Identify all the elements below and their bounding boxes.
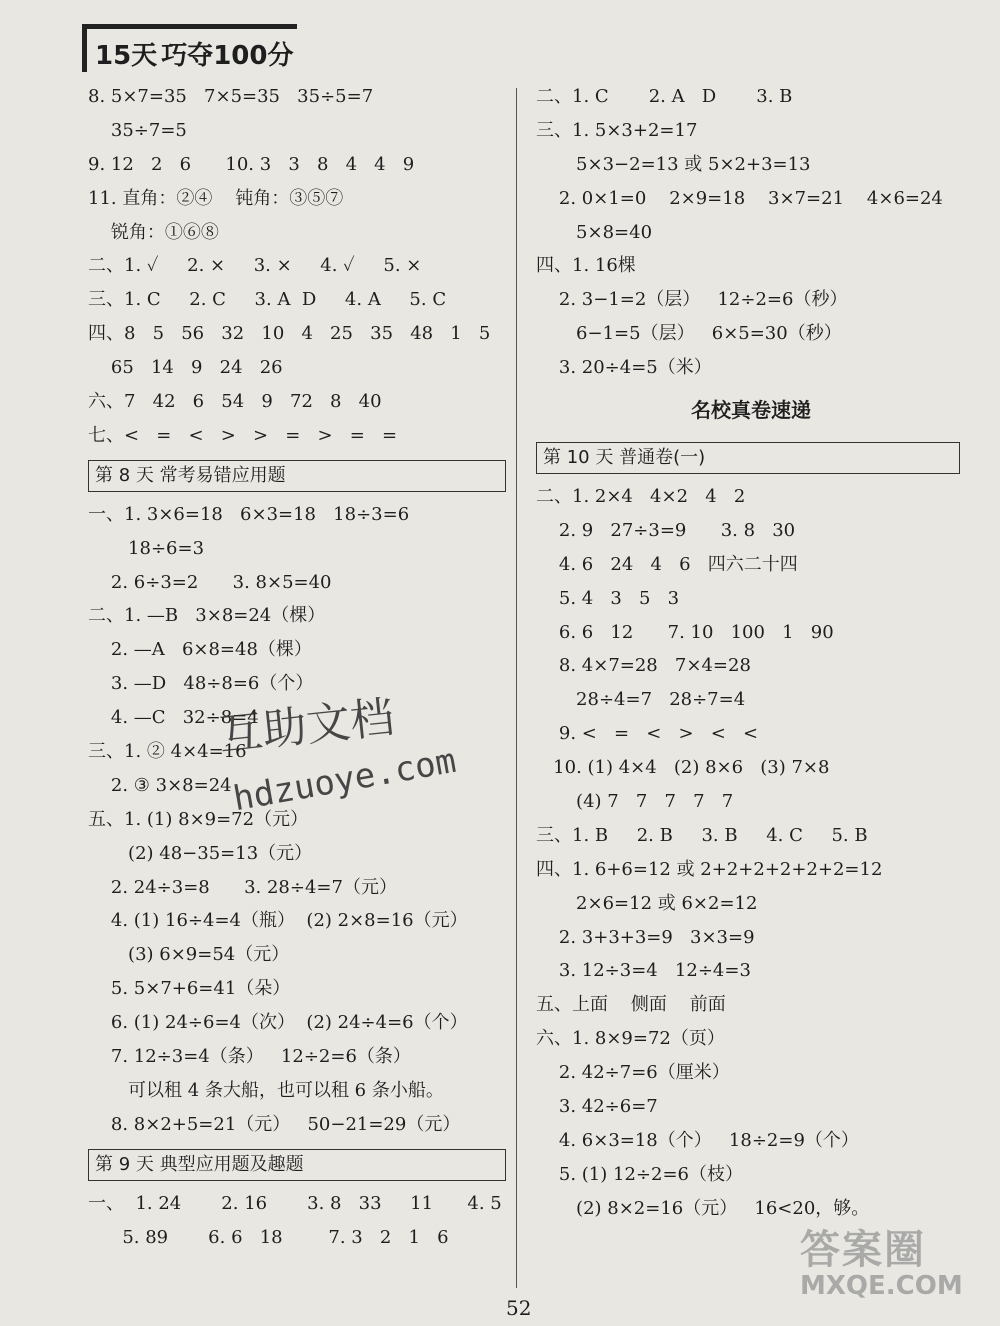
answer-line: 二、1. —B 3×8=24（棵） <box>88 605 326 627</box>
answer-line: 五、1. (1) 8×9=72（元） <box>88 808 309 830</box>
answer-line: 锐角：①⑥⑧ <box>88 221 219 243</box>
answer-line: 六、1. 8×9=72（页） <box>536 1028 725 1050</box>
answer-line: 3. 12÷3=4 12÷4=3 <box>536 960 751 982</box>
answer-line: 2. 6÷3=2 3. 8×5=40 <box>88 571 332 593</box>
answer-line: (2) 48−35=13（元） <box>88 842 313 864</box>
answer-line: 9. < = < > < < <box>536 723 759 745</box>
left-answers-day8 <box>88 498 508 1142</box>
answer-line: 5×3−2=13 或 5×2+3=13 <box>536 153 811 175</box>
answer-line: 28÷4=7 28÷7=4 <box>536 689 746 711</box>
logo-days: 15天 <box>95 41 158 71</box>
answer-line: 5. 5×7+6=41（朵） <box>88 978 291 1000</box>
answer-line: 5. 4 3 5 3 <box>536 587 680 609</box>
answer-line: 8. 4×7=28 7×4=28 <box>536 655 751 677</box>
answer-line: 4. —C 32÷8=4 <box>88 707 259 729</box>
answer-line: 2. 42÷7=6（厘米） <box>536 1062 730 1084</box>
corner-watermark <box>800 1218 990 1301</box>
answer-line: 五、上面 侧面 前面 <box>536 994 726 1016</box>
page-number: 52 <box>506 1296 532 1320</box>
answer-line: 4. 6 24 4 6 四六二十四 <box>536 553 798 575</box>
answer-line: 2. 3−1=2（层） 12÷2=6（秒） <box>536 289 848 311</box>
answer-line: 2. —A 6×8=48（棵） <box>88 639 312 661</box>
answer-line: 6. (1) 24÷6=4（次） (2) 24÷4=6（个） <box>88 1012 468 1034</box>
answer-line: 10. (1) 4×4 (2) 8×6 (3) 7×8 <box>536 757 830 779</box>
answer-line: 一、 1. 24 2. 16 3. 8 33 11 4. 5 <box>88 1192 502 1214</box>
answer-line: 四、1. 16棵 <box>536 255 636 277</box>
answer-line: 3. —D 48÷8=6（个） <box>88 673 314 695</box>
url-watermark: hdzuoye.com <box>230 740 459 820</box>
answer-line: 6. 6 12 7. 10 100 1 90 <box>536 621 834 643</box>
answer-line: 2. 9 27÷3=9 3. 8 30 <box>536 519 796 541</box>
answer-line: 二、1. C 2. A D 3. B <box>536 86 793 107</box>
answer-line: 5×8=40 <box>536 221 653 243</box>
answer-line: 5. (1) 12÷2=6（枝） <box>536 1163 743 1185</box>
corner-watermark-top: 答案圈 <box>800 1227 926 1273</box>
answer-line: 三、1. C 2. C 3. A D 4. A 5. C <box>88 289 447 311</box>
section-day10-title: 第 10 天 普通卷(一) <box>536 442 960 474</box>
answer-line: 一、1. 3×6=18 6×3=18 18÷3=6 <box>88 503 410 525</box>
answer-line: 3. 20÷4=5（米） <box>536 357 712 379</box>
answer-line: 35÷7=5 <box>88 119 187 141</box>
answer-line: 二、1. 2×4 4×2 4 2 <box>536 486 746 508</box>
right-answers-top <box>536 80 966 385</box>
answer-line: (2) 8×2=16（元） 16<20，够。 <box>536 1197 870 1219</box>
right-answers-day10 <box>536 480 966 1226</box>
answer-line: 2×6=12 或 6×2=12 <box>536 892 758 914</box>
answer-line: 三、1. 5×3+2=17 <box>536 119 698 141</box>
answer-line: 3. 42÷6=7 <box>536 1096 658 1118</box>
book-logo <box>82 30 297 72</box>
column-divider <box>516 88 517 1288</box>
answer-line: 二、1. ✓ 2. × 3. × 4. ✓ 5. × <box>88 255 422 277</box>
answer-line: 2. 3+3+3=9 3×3=9 <box>536 926 755 948</box>
answer-line: (3) 6×9=54（元） <box>88 944 290 966</box>
answer-line: 7. 12÷3=4（条） 12÷2=6（条） <box>88 1046 411 1068</box>
handwritten-watermark: 互助文档 <box>216 691 397 762</box>
answer-line: 8. 5×7=35 7×5=35 35÷5=7 <box>88 86 374 107</box>
special-section-title: 名校真卷速递 <box>691 398 811 423</box>
answer-line: 三、1. B 2. B 3. B 4. C 5. B <box>536 824 868 846</box>
answer-line: 2. 0×1=0 2×9=18 3×7=21 4×6=24 <box>536 187 943 209</box>
answer-line: 11. 直角：②④ 钝角：③⑤⑦ <box>88 187 344 209</box>
answer-line: 9. 12 2 6 10. 3 3 8 4 4 9 <box>88 153 415 175</box>
section-day9-title: 第 9 天 典型应用题及趣题 <box>88 1149 506 1181</box>
corner-watermark-bottom: MXQE.COM <box>800 1271 963 1301</box>
answer-line: 18÷6=3 <box>88 537 205 559</box>
answer-line: 6−1=5（层） 6×5=30（秒） <box>536 323 842 345</box>
answer-line: 六、7 42 6 54 9 72 8 40 <box>88 391 382 413</box>
answer-line: 可以租 4 条大船，也可以租 6 条小船。 <box>88 1079 444 1101</box>
logo-slogan: 巧夺100分 <box>161 41 294 71</box>
left-answers-top <box>88 80 508 453</box>
answer-line: 七、< = < > > = > = = <box>88 424 398 446</box>
answer-line: 2. 24÷3=8 3. 28÷4=7（元） <box>88 876 397 898</box>
answer-line: 65 14 9 24 26 <box>88 357 283 379</box>
right-column <box>536 80 966 1226</box>
answer-line: (4) 7 7 7 7 7 <box>536 791 734 813</box>
left-column <box>88 80 508 1255</box>
logo-frame <box>82 24 297 72</box>
answer-line: 5. 89 6. 6 18 7. 3 2 1 6 <box>88 1226 449 1248</box>
section-day8-title: 第 8 天 常考易错应用题 <box>88 460 506 492</box>
answer-line: 4. 6×3=18（个） 18÷2=9（个） <box>536 1129 859 1151</box>
answer-line: 4. (1) 16÷4=4（瓶） (2) 2×8=16（元） <box>88 910 468 932</box>
answer-line: 8. 8×2+5=21（元） 50−21=29（元） <box>88 1113 461 1135</box>
left-answers-day9 <box>88 1187 508 1255</box>
answer-line: 四、8 5 56 32 10 4 25 35 48 1 5 <box>88 323 491 345</box>
answer-line: 四、1. 6+6=12 或 2+2+2+2+2+2=12 <box>536 858 883 880</box>
answer-line: 2. ③ 3×8=24 <box>88 774 232 796</box>
answer-line: 三、1. ② 4×4=16 <box>88 741 247 763</box>
